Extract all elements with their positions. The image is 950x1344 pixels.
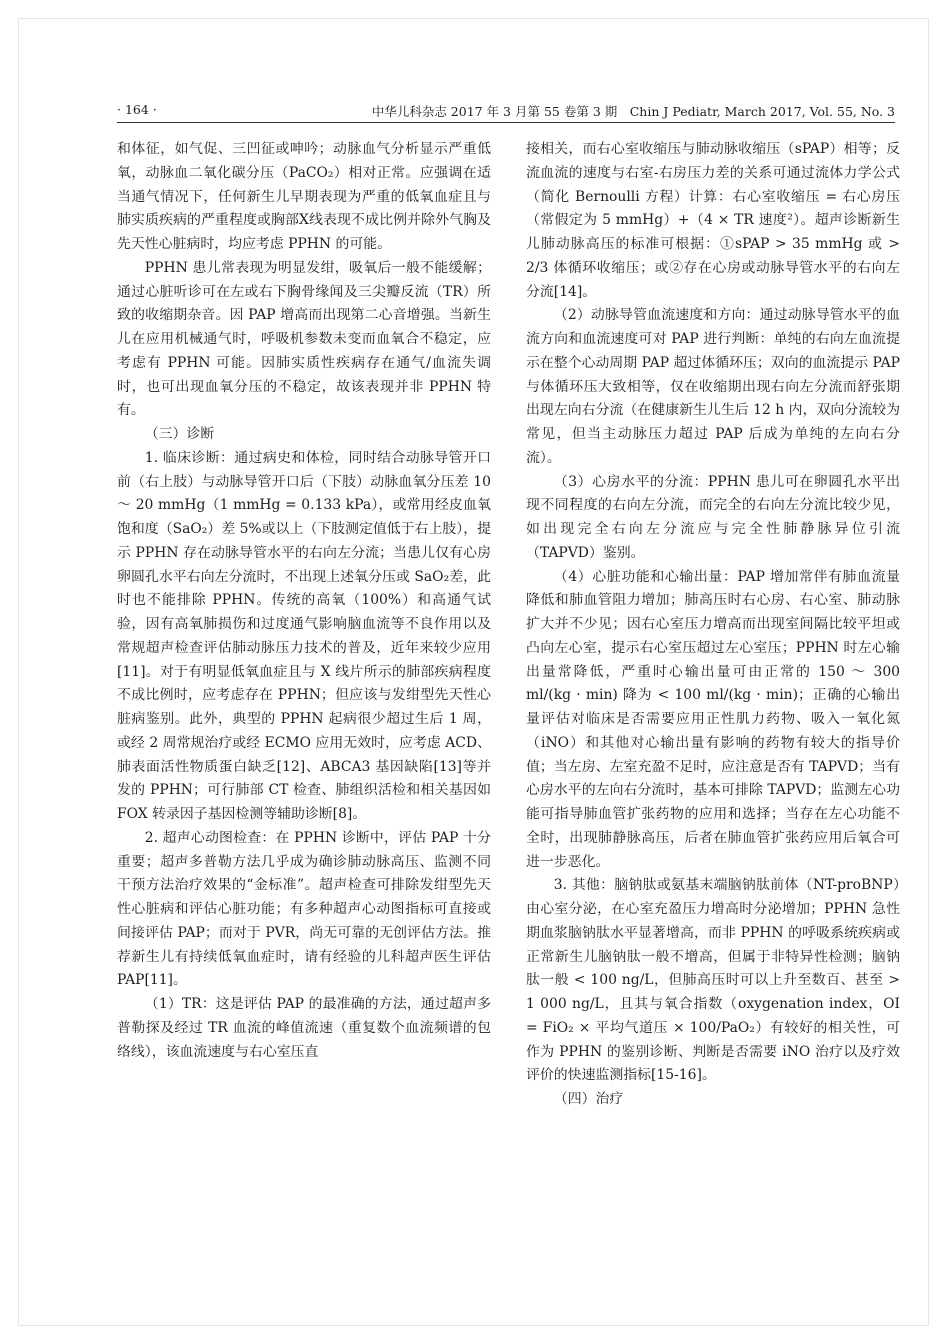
running-header <box>117 99 895 123</box>
paragraph: 和体征，如气促、三凹征或呻吟；动脉血气分析显示严重低氧，动脉血二氧化碳分压（PaCO₂）相对正常。应强调在适当通气情况下，任何新生儿早期表现为严重的低氧血症且与肺实质疾病的严重程度或胸部X线表现不成比例并除外气胸及先天性心脏病时，均应考虑 PPHN 的可能。 <box>117 141 491 252</box>
paragraph: 接相关，而右心室收缩压与肺动脉收缩压（sPAP）相等；反流血流的速度与右室-右房压力差的关系可通过流体力学公式（简化 Bernoulli 方程）计算：右心室收缩压 = 右心房压（常假定为 5 mmHg）+（4 × TR 速度²）。超声诊断新生儿肺动脉高压的标准可根据：①sPAP > 35 mmHg 或 > 2/3 体循环收缩压；或②存在心房或动脉导管水平的右向左分流[14]。 <box>526 141 900 300</box>
paragraph: 1. 临床诊断：通过病史和体检，同时结合动脉导管开口前（右上肢）与动脉导管开口后（下肢）动脉血氧分压差 10 ～ 20 mmHg（1 mmHg = 0.133 kPa），或常用经皮血氧饱和度（SaO₂）差 5%或以上（下肢测定值低于右上肢），提示 PPHN 存在动脉导管水平的右向左分流；当患儿仅有心房卵圆孔水平右向左分流时，不出现上述氧分压或 SaO₂差，此时也不能排除 PPHN。传统的高氧（100%）和高通气试验，因有高氧肺损伤和过度通气影响脑血流等不良作用以及常规超声检查评估肺动脉压力技术的普及，近年来较少应用[11]。对于有明显低氧血症且与 X 线片所示的肺部疾病程度不成比例时，应考虑存在 PPHN；但应该与发绀型先天性心脏病鉴别。此外，典型的 PPHN 起病很少超过生后 1 周，或经 2 周常规治疗或经 ECMO 应用无效时，应考虑 ACD、肺表面活性物质蛋白缺乏[12]、ABCA3 基因缺陷[13]等并发的 PPHN；可行肺部 CT 检查、肺组织活检和相关基因如 FOX 转录因子基因检测等辅助诊断[8]。 <box>117 449 491 822</box>
paragraph: （1）TR：这是评估 PAP 的最准确的方法，通过超声多普勒探及经过 TR 血流的峰值流速（重复数个血流频谱的包络线），该血流速度与右心室压直 <box>117 996 491 1060</box>
paragraph: PPHN 患儿常表现为明显发绀，吸氧后一般不能缓解；通过心脏听诊可在左或右下胸骨缘闻及三尖瓣反流（TR）所致的收缩期杂音。因 PAP 增高而出现第二心音增强。当新生儿在应用机械通气时，呼吸机参数未变而血氧合不稳定，应考虑有 PPHN 可能。因肺实质性疾病存在通气/血流失调时，也可出现血氧分压的不稳定，故该表现并非 PPHN 特有。 <box>117 259 491 419</box>
page-number: · 164 · <box>117 102 157 117</box>
left-column <box>117 138 491 1064</box>
paragraph: （4）心脏功能和心输出量：PAP 增加常伴有肺血流量降低和肺血管阻力增加；肺高压时右心房、右心室、肺动脉扩大并不少见；因右心室压力增高而出现室间隔比较平坦或凸向左心室，提示右心室压超过左心室压；PPHN 时左心输出量常降低，严重时心输出量可由正常的 150 ～ 300 ml/(kg · min) 降为 < 100 ml/(kg · min)；正确的心输出量评估对临床是否需要应用正性肌力药物、吸入一氧化氮（iNO）和其他对心输出量有影响的药物有较大的指导价值；当左房、左室充盈不足时，应注意是否有 TAPVD；当有心房水平的左向右分流时，基本可排除 TAPVD；监测左心功能可指导肺血管扩张药物的应用和选择；当存在左心功能不全时，出现肺静脉高压，后者在肺血管扩张药应用后氧合可进一步恶化。 <box>526 568 900 870</box>
section-heading-treatment: （四）治疗 <box>553 1091 624 1107</box>
journal-citation: 中华儿科杂志 2017 年 3 月第 55 卷第 3 期 Chin J Pediatr, March 2017, Vol. 55, No. 3 <box>371 104 895 119</box>
paragraph: 3. 其他：脑钠肽或氨基末端脑钠肽前体（NT-proBNP）由心室分泌，在心室充盈压力增高时分泌增加；PPHN 急性期血浆脑钠肽水平显著增高，而非 PPHN 的呼吸系统疾病或正常新生儿脑钠肽一般不增高，但属于非特异性检测；脑钠肽一般 < 100 ng/L，但肺高压时可以上升至数百、甚至 > 1 000 ng/L，且其与氧合指数（oxygenation index，OI = FiO₂ × 平均气道压 × 100/PaO₂）有较好的相关性，可作为 PPHN 的鉴别诊断、判断是否需要 iNO 治疗以及疗效评价的快速监测指标[15-16]。 <box>526 877 900 1084</box>
paragraph: （2）动脉导管血流速度和方向：通过动脉导管水平的血流方向和血流速度可对 PAP 进行判断：单纯的右向左血流提示在整个心动周期 PAP 超过体循环压；双向的血流提示 PAP 与体循环压大致相等，仅在收缩期出现右向左分流而舒张期出现左向右分流（在健康新生儿生后 12 h 内，双向分流较为常见，但当主动脉压力超过 PAP 后成为单纯的左向右分流）。 <box>526 307 900 466</box>
right-column <box>526 138 900 1112</box>
section-heading-diagnosis: （三）诊断 <box>144 426 215 442</box>
header-rule <box>117 122 895 123</box>
paragraph: 2. 超声心动图检查：在 PPHN 诊断中，评估 PAP 十分重要；超声多普勒方法几乎成为确诊肺动脉高压、监测不同干预方法治疗效果的“金标准”。超声检查可排除发绀型先天性心脏病和评估心脏功能；有多种超声心动图指标可直接或间接评估 PAP；而对于 PVR，尚无可靠的无创评估方法。推荐新生儿有持续低氧血症时，请有经验的儿科超声医生评估 PAP[11]。 <box>117 829 491 989</box>
paragraph: （3）心房水平的分流：PPHN 患儿可在卵圆孔水平出现不同程度的右向左分流，而完全的右向左分流比较少见，如出现完全右向左分流应与完全性肺静脉异位引流（TAPVD）鉴别。 <box>526 473 900 561</box>
